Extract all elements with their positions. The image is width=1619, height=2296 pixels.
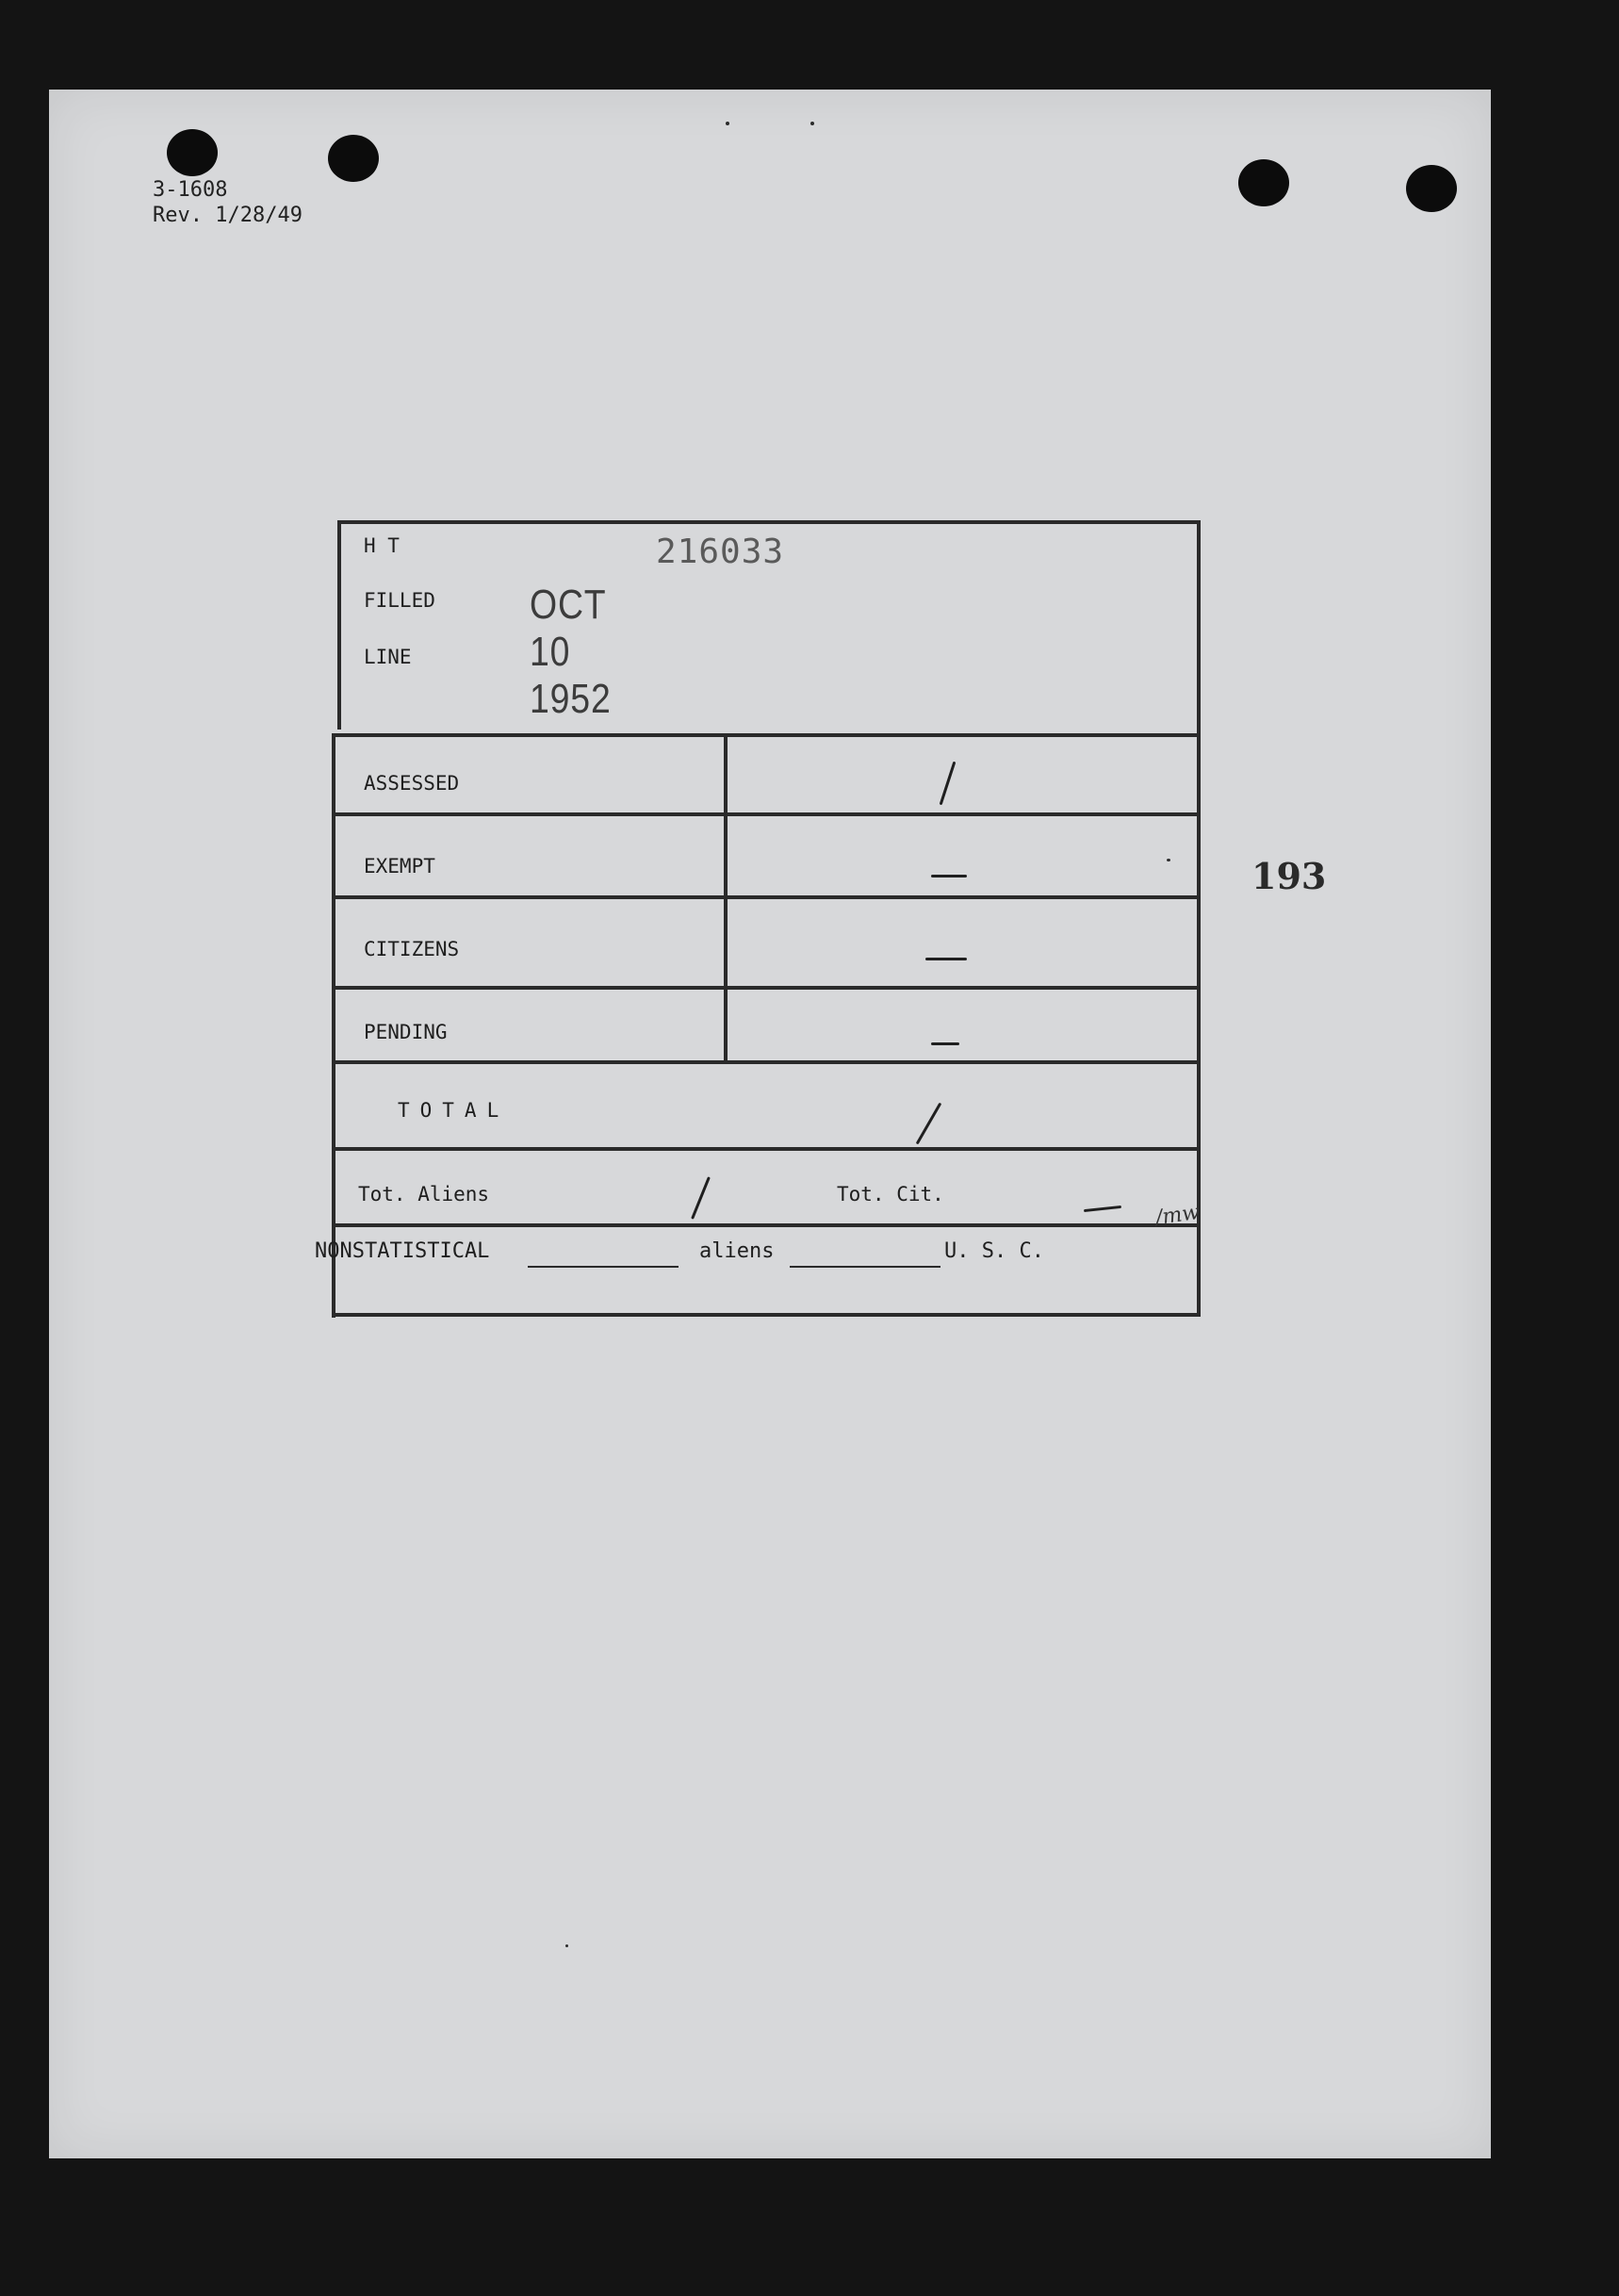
tot-cit-dash-mark: [1084, 1205, 1121, 1212]
citizens-label: CITIZENS: [364, 938, 460, 960]
scan-speck: [565, 1944, 568, 1947]
row-divider: [334, 986, 1201, 990]
nonstatistical-blank: [528, 1266, 679, 1268]
total-label: TOTAL: [398, 1099, 510, 1122]
tot-aliens-label: Tot. Aliens: [358, 1183, 490, 1205]
citizens-dash-mark: [925, 958, 967, 960]
row-divider: [334, 1147, 1201, 1151]
row-divider: [334, 812, 1201, 816]
tot-cit-label: Tot. Cit.: [837, 1183, 944, 1205]
assessed-label: ASSESSED: [364, 772, 460, 795]
ht-label: H T: [364, 534, 400, 557]
punch-hole-icon: [167, 129, 218, 176]
row-divider: [334, 1223, 1201, 1227]
scan-speck: [810, 122, 814, 125]
stamp-border-right: [1197, 520, 1201, 1317]
stamp-border-bottom: [334, 1313, 1201, 1317]
page-number: 193: [1251, 855, 1327, 897]
ht-number: 216033: [656, 533, 785, 571]
assessed-tally-mark: [940, 762, 957, 806]
punch-hole-icon: [1238, 159, 1289, 206]
row-divider: [334, 895, 1201, 899]
total-tally-mark: [916, 1103, 942, 1145]
nonstatistical-label: NONSTATISTICAL: [315, 1239, 490, 1263]
scan-speck: [726, 122, 729, 125]
pending-dash-mark: [931, 1042, 959, 1045]
stamp-border-top: [339, 520, 1201, 524]
aliens-label: aliens: [699, 1239, 775, 1263]
filed-label: FILLED: [364, 589, 435, 612]
form-number: 3-1608: [153, 178, 228, 202]
row-divider: [334, 1060, 1201, 1064]
scan-speck: [1167, 859, 1170, 861]
filed-date-stamp: OCT 10 1952: [530, 582, 612, 722]
stamp-lower-left: [332, 733, 335, 1318]
line-label: LINE: [364, 646, 412, 668]
document-page: [49, 90, 1491, 2158]
form-code: [153, 177, 303, 228]
stamp-header-divider: [334, 733, 1201, 737]
tot-aliens-tally-mark: [691, 1176, 711, 1220]
punch-hole-icon: [1406, 165, 1457, 212]
form-revision: Rev. 1/28/49: [153, 204, 303, 227]
stamp-border-left: [337, 520, 341, 730]
pending-label: PENDING: [364, 1021, 448, 1043]
exempt-dash-mark: [931, 875, 967, 877]
punch-hole-icon: [328, 135, 379, 182]
aliens-blank: [790, 1266, 940, 1268]
clerk-initials: /mw: [1153, 1200, 1202, 1231]
exempt-label: EXEMPT: [364, 855, 435, 877]
usc-label: U. S. C.: [944, 1239, 1044, 1263]
